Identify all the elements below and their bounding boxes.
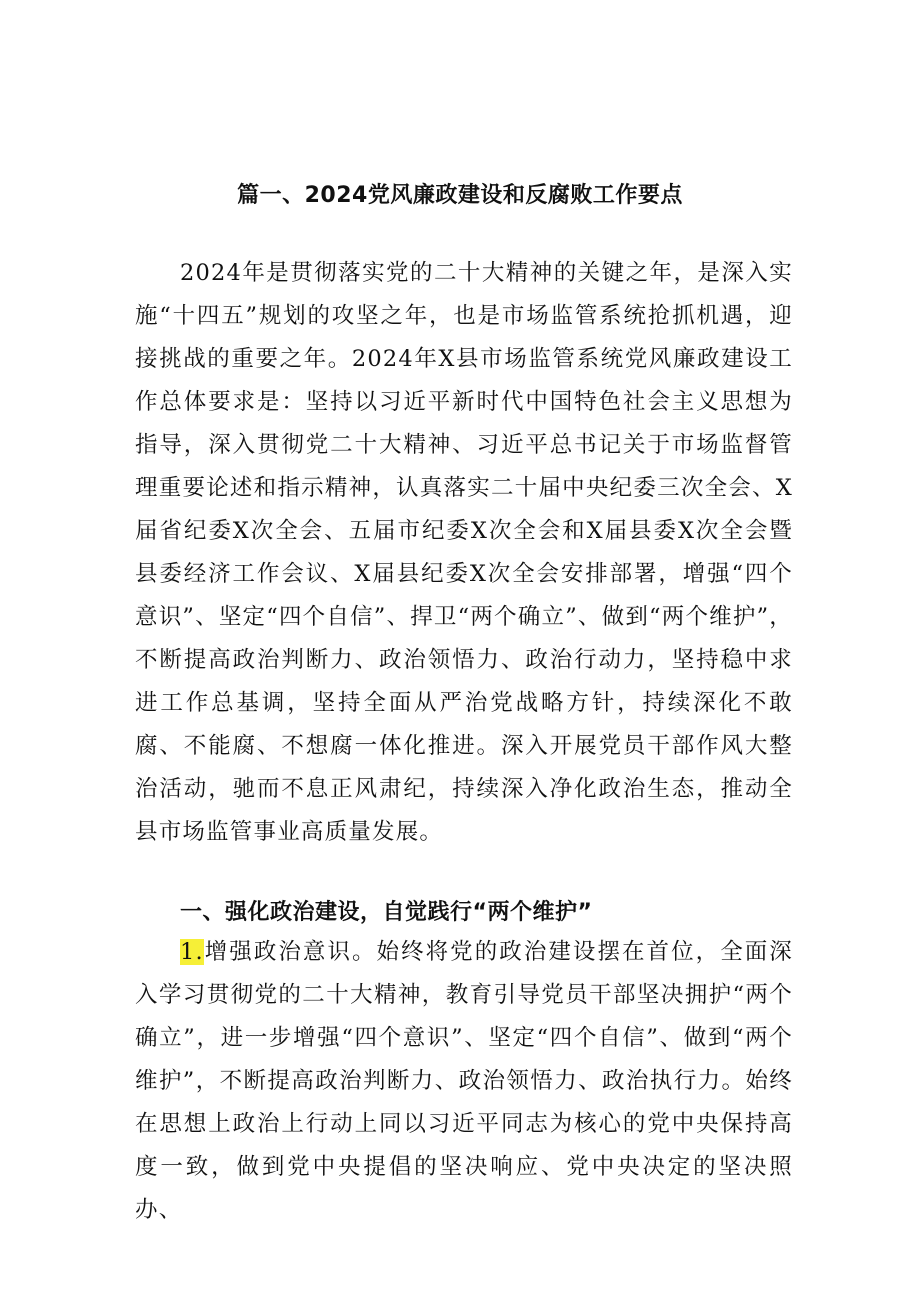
intro-paragraph: 2024年是贯彻落实党的二十大精神的关键之年，是深入实施“十四五”规划的攻坚之年，也是市场监管系统抢抓机遇，迎接挑战的重要之年。2024年X县市场监管系统党风廉政建设工作总体要求是：坚持以习近平新时代中国特色社会主义思想为指导，深入贯彻党二十大精神、习近平总书记关于市场监督管理重要论述和指示精神，认真落实二十届中央纪委三次全会、X届省纪委X次全会、五届市纪委X次全会和X届县委X次全会暨县委经济工作会议、X届县纪委X次全会安排部署，增强“四个意识”、坚定“四个自信”、捍卫“两个确立”、做到“两个维护”，不断提高政治判断力、政治领悟力、政治行动力，坚持稳中求进工作总基调，坚持全面从严治党战略方针，持续深化不敢腐、不能腐、不想腐一体化推进。深入开展党员干部作风大整治活动，驰而不息正风肃纪，持续深入净化政治生态，推动全县市场监管事业高质量发展。 xyxy=(135,260,793,845)
section-heading: 一、强化政治建设，自觉践行“两个维护” xyxy=(180,900,593,925)
item-number-highlight: 1. xyxy=(180,939,204,965)
document-title: 篇一、2024党风廉政建设和反腐败工作要点 xyxy=(237,183,683,208)
item-text: 增强政治意识。始终将党的政治建设摆在首位，全面深入学习贯彻党的二十大精神，教育引导党员干部坚决拥护“两个确立”，进一步增强“四个意识”、坚定“四个自信”、做到“两个维护”，不断提高政治判断力、政治领悟力、政治执行力。始终在思想上政治上行动上同以习近平同志为核心的党中央保持高度一致，做到党中央提倡的坚决响应、党中央决定的坚决照办、 xyxy=(135,939,793,1223)
list-item xyxy=(135,931,793,1232)
